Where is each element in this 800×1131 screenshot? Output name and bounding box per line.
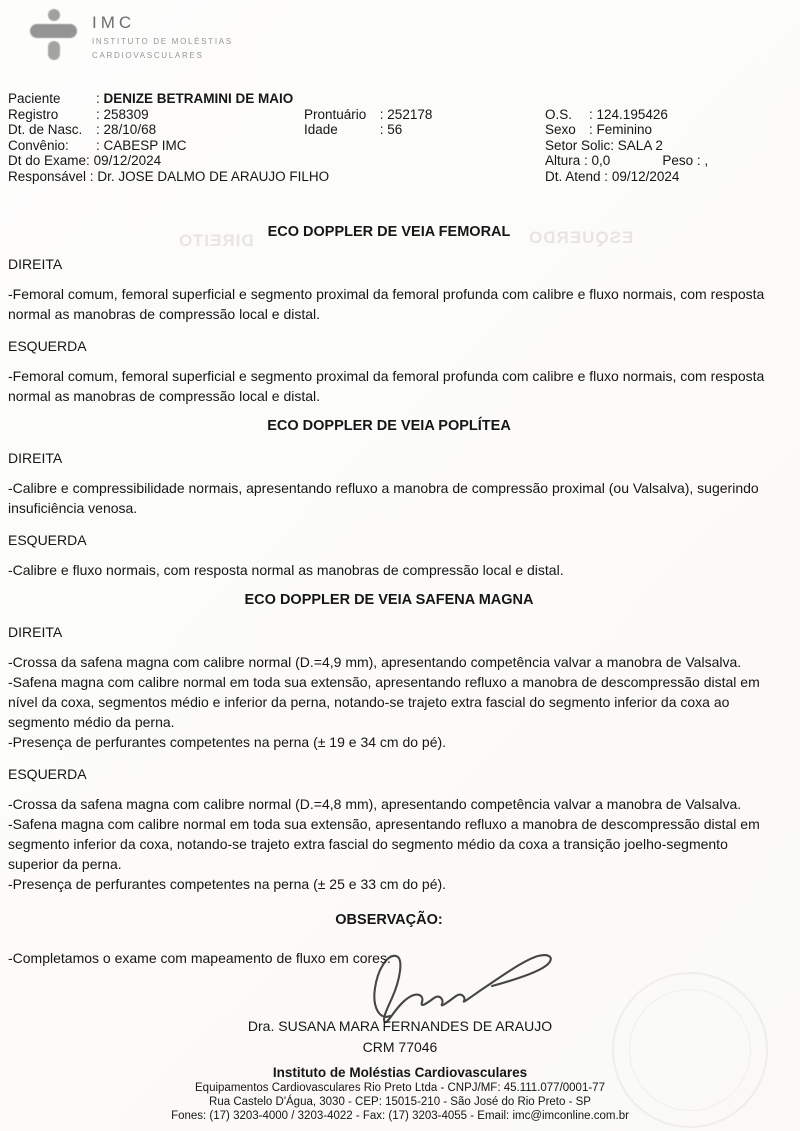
patient-row: Paciente : DENIZE BETRAMINI DE MAIO [8,91,294,106]
dt-exame-label: Dt do Exame: [8,153,90,169]
altura-label: Altura : [545,153,588,169]
paciente-value: DENIZE BETRAMINI DE MAIO [103,91,294,106]
finding-paragraph: -Calibre e compressibilidade normais, apresentando refluxo a manobra de compressão proximal (ou Valsalva), sugerindo insuficiência venosa. [8,480,759,516]
idade-value: 56 [387,122,403,138]
responsavel-label: Responsável : [8,168,94,184]
registro-row: Registro : 258309 Prontuário : 252178 O.S. : 124.195426 [8,106,668,122]
convenio-row: Convênio: : CABESP IMC Setor Solic: SALA 2 [8,137,663,153]
section-title-femoral: ECO DOPPLER DE VEIA FEMORAL [267,224,511,240]
setor-value: SALA 2 [617,137,663,153]
bleedthrough-text-esquerdo: ESQUERDO [528,228,634,247]
prontuario-value: 252178 [387,106,433,122]
footer-address-line: Rua Castelo D'Água, 3030 - CEP: 15015-210 - São José do Rio Preto - SP [209,1095,591,1108]
sexo-value: Feminino [596,122,653,138]
patient-info-block [8,91,796,185]
section-title-safena-magna: ECO DOPPLER DE VEIA SAFENA MAGNA [244,592,534,608]
doctor-name: Dra. SUSANA MARA FERNANDES DE ARAUJO [247,1018,553,1034]
finding-paragraph: -Femoral comum, femoral superficial e segmento proximal da femoral profunda com calibre e fluxo normais, com resposta normal as manobras de compressão local e distal. [8,368,765,404]
os-value: 124.195426 [596,106,668,122]
dt-atend-value: 09/12/2024 [611,168,680,184]
side-label: ESQUERDA [8,766,87,782]
nascimento-row: Dt. de Nasc. : 28/10/68 Idade : 56 Sexo : Feminino [8,122,653,138]
doctor-crm: CRM 77046 [362,1039,438,1055]
side-label: ESQUERDA [8,532,87,548]
logo-subtitle-line2: CARDIOVASCULARES [92,51,204,60]
convenio-label: Convênio: [8,137,69,153]
os-label: O.S. [545,106,573,122]
logo-subtitle-line1: INSTITUTO DE MOLÉSTIAS [92,37,233,46]
finding-paragraph: -Crossa da safena magna com calibre normal (D.=4,9 mm), apresentando competência valvar a manobra de Valsalva. -Safena magna com calibre normal em toda sua extensão, apresentando refluxo a manobra de descompressão distal em nível da coxa, segmentos médio e inferior da perna, notando-se trajeto extra fascial do segmento inferior da coxa ao segmento médio da perna. -Presença de perfurantes competentes na perna (± 19 e 34 cm do pé). [8,654,760,750]
side-label: DIREITA [8,624,63,640]
registro-value: 258309 [103,106,149,122]
footer-cnpj-line: Equipamentos Cardiovasculares Rio Preto Ltda - CNPJ/MF: 45.111.077/0001-77 [195,1082,605,1094]
responsavel-row [8,169,796,185]
observacao-text: -Completamos o exame com mapeamento de fluxo em cores. [8,950,391,966]
signature-scribble [352,946,588,1024]
side-label: ESQUERDA [8,338,87,354]
idade-label: Idade [304,122,338,138]
dt-exame-value: 09/12/2024 [93,153,162,169]
footer-org-name: Instituto de Moléstias Cardiovasculares [272,1065,528,1080]
altura-value: 0,0 [591,153,611,169]
bleedthrough-text-direito: DIREITO [178,231,254,250]
finding-paragraph: -Femoral comum, femoral superficial e segmento proximal da femoral profunda com calibre e fluxo normais, com resposta normal as manobras de compressão local e distal. [8,286,765,322]
dt-atend-label: Dt. Atend : [545,168,609,184]
dt-nasc-label: Dt. de Nasc. [8,122,83,138]
clinic-logo [30,8,233,61]
sexo-label: Sexo [545,122,576,138]
responsavel-value: Dr. JOSE DALMO DE ARAUJO FILHO [97,168,330,184]
peso-value: , [704,153,709,169]
observacao-title: OBSERVAÇÃO: [335,912,443,928]
side-label: DIREITA [8,450,63,466]
prontuario-label: Prontuário [304,106,367,122]
convenio-value: CABESP IMC [103,137,187,153]
exame-row [8,153,796,169]
finding-paragraph: -Calibre e fluxo normais, com resposta normal as manobras de compressão local e distal. [8,562,564,578]
side-label: DIREITA [8,256,63,272]
dt-nasc-value: 28/10/68 [103,122,157,138]
report-body [8,222,770,968]
logo-acronym: IMC [92,13,136,32]
peso-label: Peso : [662,153,701,169]
logo-text [92,8,233,61]
registro-label: Registro [8,106,59,122]
section-title-poplitea: ECO DOPPLER DE VEIA POPLÍTEA [267,418,511,434]
finding-paragraph: -Crossa da safena magna com calibre normal (D.=4,8 mm), apresentando competência valvar a manobra de Valsalva. -Safena magna com calibre normal em toda sua extensão, apresentando refluxo a manobra de descompressão distal em segmento inferior da coxa, notando-se trajeto extra fascial do segmento médio da coxa a transição joelho-segmento superior da perna. -Presença de perfurantes competentes na perna (± 25 e 33 cm do pé). [8,796,760,892]
footer-phones-line: Fones: (17) 3203-4000 / 3203-4022 - Fax: (17) 3203-4055 - Email: imc@imconline.com.br [171,1109,629,1122]
paciente-label: Paciente [8,91,61,106]
clinic-footer [0,1065,800,1123]
setor-label: Setor Solic: [545,137,615,153]
imc-cross-figure-icon [30,8,77,60]
